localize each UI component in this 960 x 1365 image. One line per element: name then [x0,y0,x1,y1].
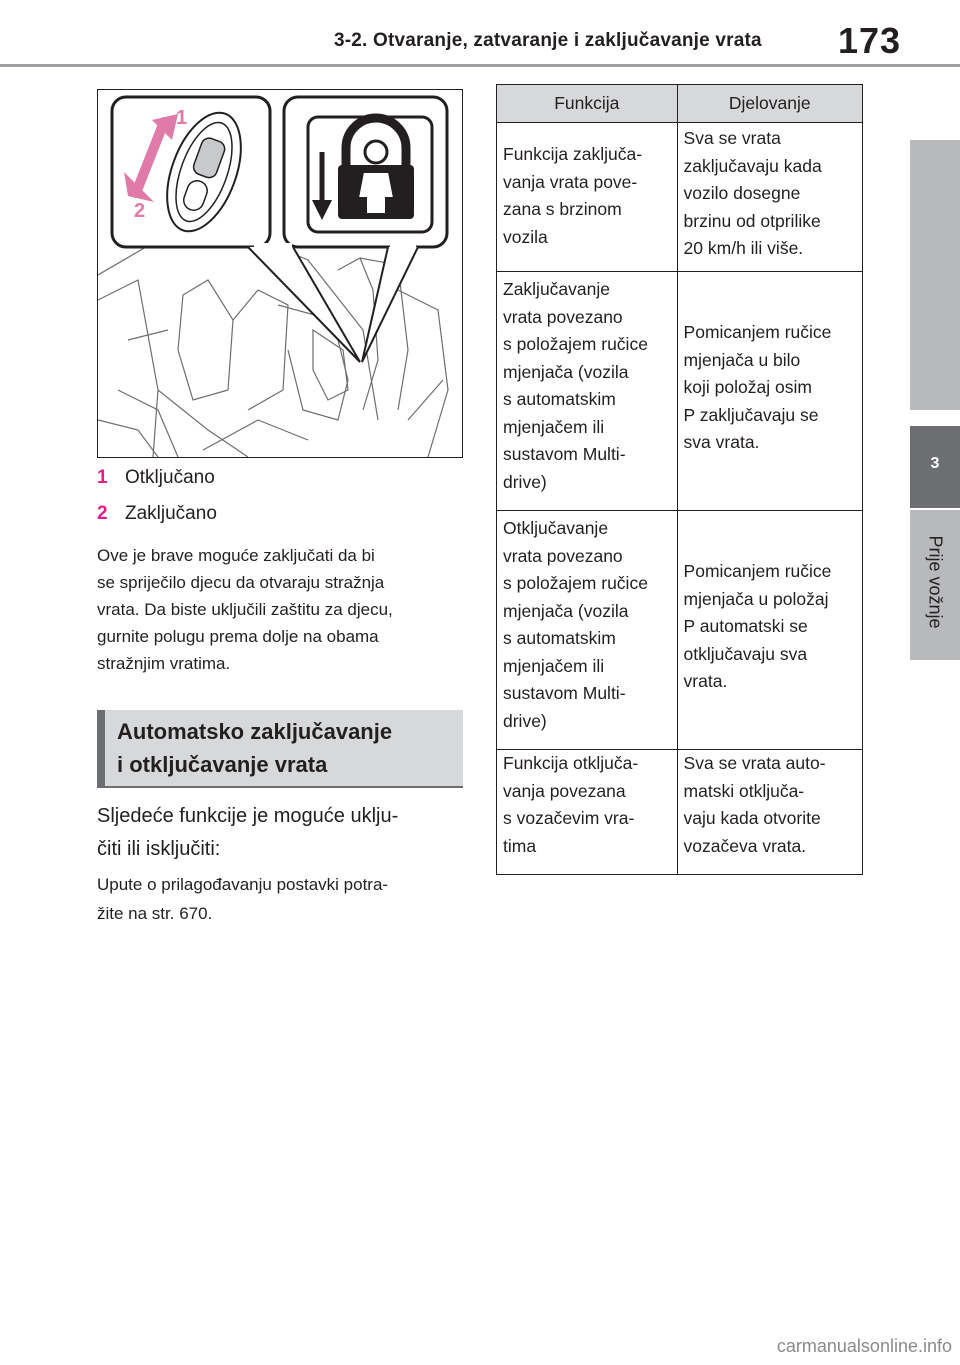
legend-label: Zaključano [125,503,217,524]
legend-item-1 [97,467,215,489]
cell-line: 20 km/h ili više. [683,238,804,258]
cell-line: vanja vrata pove- [503,171,638,192]
cell-line: vozila [503,226,548,247]
intro-line: Sljedeće funkcije je moguće uklju- [97,805,399,827]
cell-line: mjenjača u položaj [683,588,829,609]
cell-line: mjenjačem ili [503,416,605,437]
table-row [497,511,863,750]
operation-cell [677,750,862,875]
intro-line: čiti ili isključiti: [97,838,221,860]
cell-line: Pomicanjem ručice [683,322,832,343]
cell-line: zana s brzinom [503,199,622,219]
body-line: gurnite polugu prema dolje na obama [97,627,379,646]
operation-cell [677,511,862,750]
section-heading [97,710,463,788]
legend-num: 2 [97,503,108,524]
cell-line: sustavom Multi- [503,444,626,464]
source-watermark: carmanualsonline.info [776,1336,952,1356]
cell-line: Funkcija zaključa- [503,144,643,164]
page-number: 173 [838,20,902,61]
cell-line: Funkcija otključa- [503,753,639,773]
legend-item-2 [97,503,217,525]
chapter-number: 3 [930,455,940,472]
cell-line: mjenjača u bilo [683,349,801,370]
operation-cell [677,123,862,272]
cell-line: vozilo dosegne [683,183,801,203]
cell-line: vrata povezano [503,306,623,327]
function-cell [497,272,678,511]
table-row [497,123,863,272]
cell-line: vrata. [683,671,728,692]
table-row [497,272,863,511]
cell-line: P automatski se [683,616,808,637]
cell-line: otključavaju sva [683,643,808,664]
figure-callout-2: 2 [134,200,146,222]
body-line: stražnjim vratima. [97,654,231,673]
cell-line: Zaključavanje [503,279,610,299]
body-line: Ove je brave moguće zaključati da bi [97,546,375,565]
function-cell [497,123,678,272]
operation-cell [677,272,862,511]
side-tab-upper [910,140,960,410]
cell-line: mjenjača (vozila [503,600,629,621]
cell-line: vrata povezano [503,545,623,566]
table-header-operation: Djelovanje [677,85,862,123]
cell-line: matski otključa- [683,780,805,801]
running-header-title: 3-2. Otvaranje, zatvaranje i zaključavanje vrata [334,30,762,51]
body-line: vrata. Da biste uključili zaštitu za djecu, [97,600,393,619]
cell-line: sva vrata. [683,432,760,453]
table-row [497,750,863,875]
cell-line: s položajem ručice [503,573,648,593]
section-intro [97,800,467,866]
table-header-row [497,85,863,123]
cell-line: koji položaj osim [683,377,812,398]
cell-line: Pomicanjem ručice [683,561,832,582]
cell-line: s položajem ručice [503,334,648,354]
legend-num: 1 [97,467,108,488]
chapter-label: Prije vožnje [925,535,946,629]
child-lock-illustration [97,89,463,458]
cell-line: vanja povezana [503,780,626,801]
cell-line: vaju kada otvorite [683,808,821,828]
cell-line: vozačeva vrata. [683,835,807,856]
cell-line: Sva se vrata [683,128,781,148]
function-cell [497,750,678,875]
header-rule [0,64,960,67]
cell-line: tima [503,835,537,856]
body-line: se spriječilo djecu da otvaraju stražnja [97,573,385,592]
cell-line: Otključavanje [503,518,609,538]
cell-line: s automatskim [503,389,616,409]
cell-line: s automatskim [503,628,616,648]
cell-line: s vozačevim vra- [503,808,635,828]
cell-line: mjenjača (vozila [503,361,629,382]
cell-line: brzinu od otprilike [683,210,821,231]
cell-line: P zaključavaju se [683,404,819,425]
legend-label: Otključano [125,467,215,488]
section-rule [97,786,463,788]
table-header-function: Funkcija [497,85,678,123]
customization-note [97,870,467,928]
function-table [496,84,863,875]
cell-line: mjenjačem ili [503,655,605,676]
cell-line: drive) [503,471,547,492]
section-title-line: i otključavanje vrata [117,752,328,777]
section-title-line: Automatsko zaključavanje [117,719,393,744]
child-lock-description [97,542,467,677]
cell-line: Sva se vrata auto- [683,753,826,773]
note-line: Upute o prilagođavanju postavki potra- [97,875,389,894]
cell-line: zaključavaju kada [683,155,822,176]
cell-line: sustavom Multi- [503,683,626,703]
cell-line: drive) [503,710,547,731]
function-cell [497,511,678,750]
figure-callout-1: 1 [176,107,188,129]
note-line: žite na str. 670. [97,904,213,923]
